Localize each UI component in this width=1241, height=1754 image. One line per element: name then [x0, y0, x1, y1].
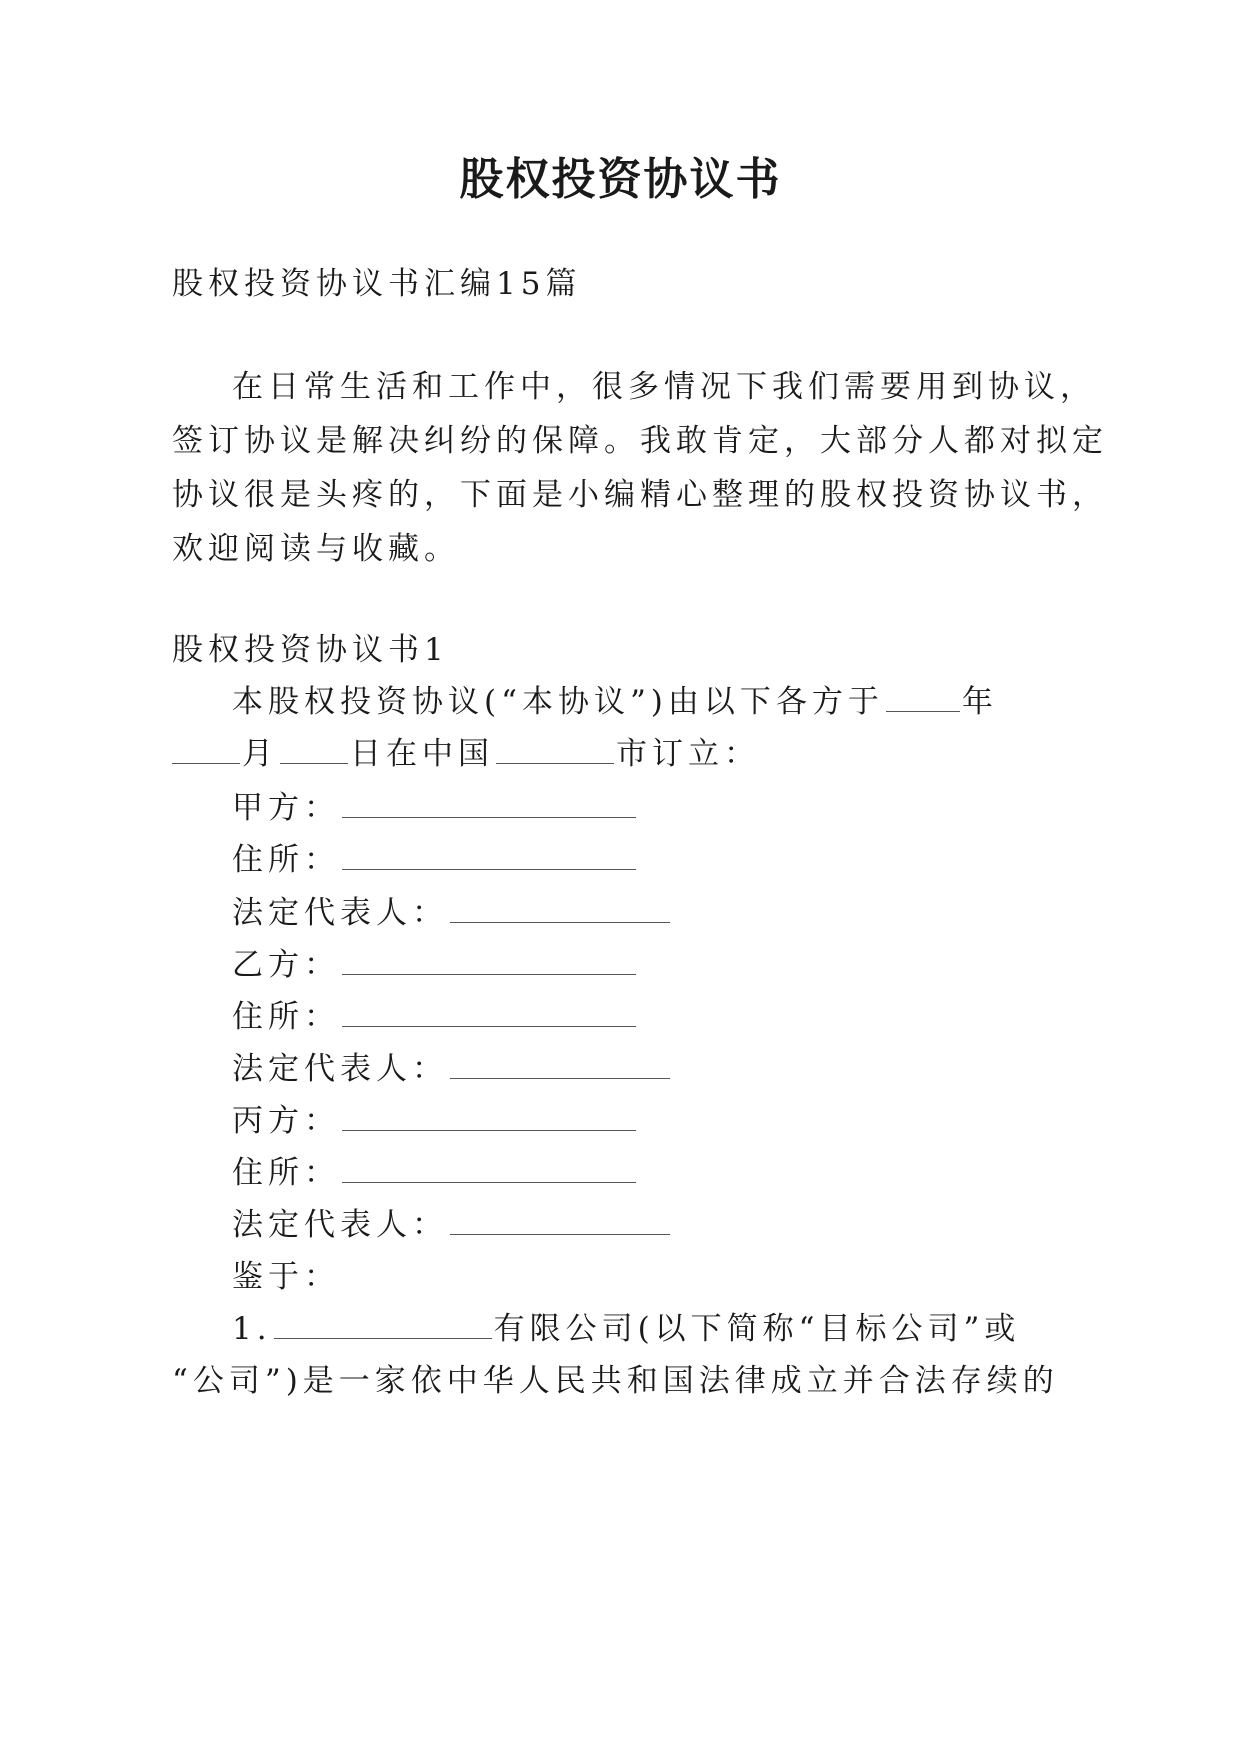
month-blank: [172, 737, 240, 764]
day-blank: [280, 737, 348, 764]
party-b-address-row: [232, 997, 638, 1037]
clause-1-text: 有限公司(以下简称“目标公司”或: [493, 1311, 1021, 1347]
city-blank: [496, 737, 614, 764]
year-blank: [886, 685, 960, 712]
party-a-label: 甲方：: [232, 790, 340, 826]
whereas-label: 鉴于：: [232, 1259, 340, 1295]
party-c-rep-blank: [450, 1208, 670, 1235]
party-b-rep-row: [232, 1049, 672, 1089]
party-c-label: 丙方：: [232, 1103, 340, 1139]
intro-line-3: 协议很是头疼的，下面是小编精心整理的股权投资协议书，: [172, 477, 1108, 513]
year-label: 年: [961, 684, 998, 720]
section-heading: 股权投资协议书1: [172, 632, 449, 668]
opening-line-2: [170, 734, 760, 774]
company-name-blank: [274, 1312, 492, 1339]
party-b-rep-blank: [450, 1052, 670, 1079]
clause-1-number: 1.: [232, 1311, 272, 1347]
intro-line-4: 欢迎阅读与收藏。: [172, 531, 460, 567]
party-c-rep-label: 法定代表人：: [232, 1207, 448, 1243]
document-title: 股权投资协议书: [459, 154, 782, 205]
day-city-label: 日在中国: [350, 736, 494, 772]
party-b-blank: [342, 948, 636, 975]
party-a-row: [232, 788, 638, 828]
party-b-row: [232, 945, 638, 985]
party-c-address-row: [232, 1153, 638, 1193]
party-c-row: [232, 1101, 638, 1141]
party-a-rep-blank: [450, 896, 670, 923]
intro-line-2: 签订协议是解决纠纷的保障。我敢肯定，大部分人都对拟定: [172, 423, 1108, 459]
party-c-blank: [342, 1104, 636, 1131]
month-label: 月: [242, 736, 278, 772]
party-c-rep-row: [232, 1205, 672, 1245]
party-a-rep-row: [232, 893, 672, 933]
party-b-address-label: 住所：: [232, 999, 340, 1035]
party-c-address-label: 住所：: [232, 1155, 340, 1191]
document-subtitle: 股权投资协议书汇编15篇: [172, 266, 582, 302]
party-a-blank: [342, 791, 636, 818]
party-a-rep-label: 法定代表人：: [232, 895, 448, 931]
opening-text: 本股权投资协议(“本协议”)由以下各方于: [232, 684, 884, 720]
party-c-address-blank: [342, 1156, 636, 1183]
opening-line-1: [232, 682, 998, 722]
party-b-label: 乙方：: [232, 947, 340, 983]
party-a-address-label: 住所：: [232, 842, 340, 878]
party-b-rep-label: 法定代表人：: [232, 1051, 448, 1087]
party-b-address-blank: [342, 1000, 636, 1027]
party-a-address-blank: [342, 843, 636, 870]
party-a-address-row: [232, 840, 638, 880]
clause-1-line-1: [232, 1309, 1020, 1349]
opening-end: 市订立：: [616, 736, 760, 772]
clause-1-line-2: “公司”)是一家依中华人民共和国法律成立并合法存续的: [172, 1363, 1059, 1399]
intro-line-1: 在日常生活和工作中，很多情况下我们需要用到协议，: [232, 369, 1096, 405]
